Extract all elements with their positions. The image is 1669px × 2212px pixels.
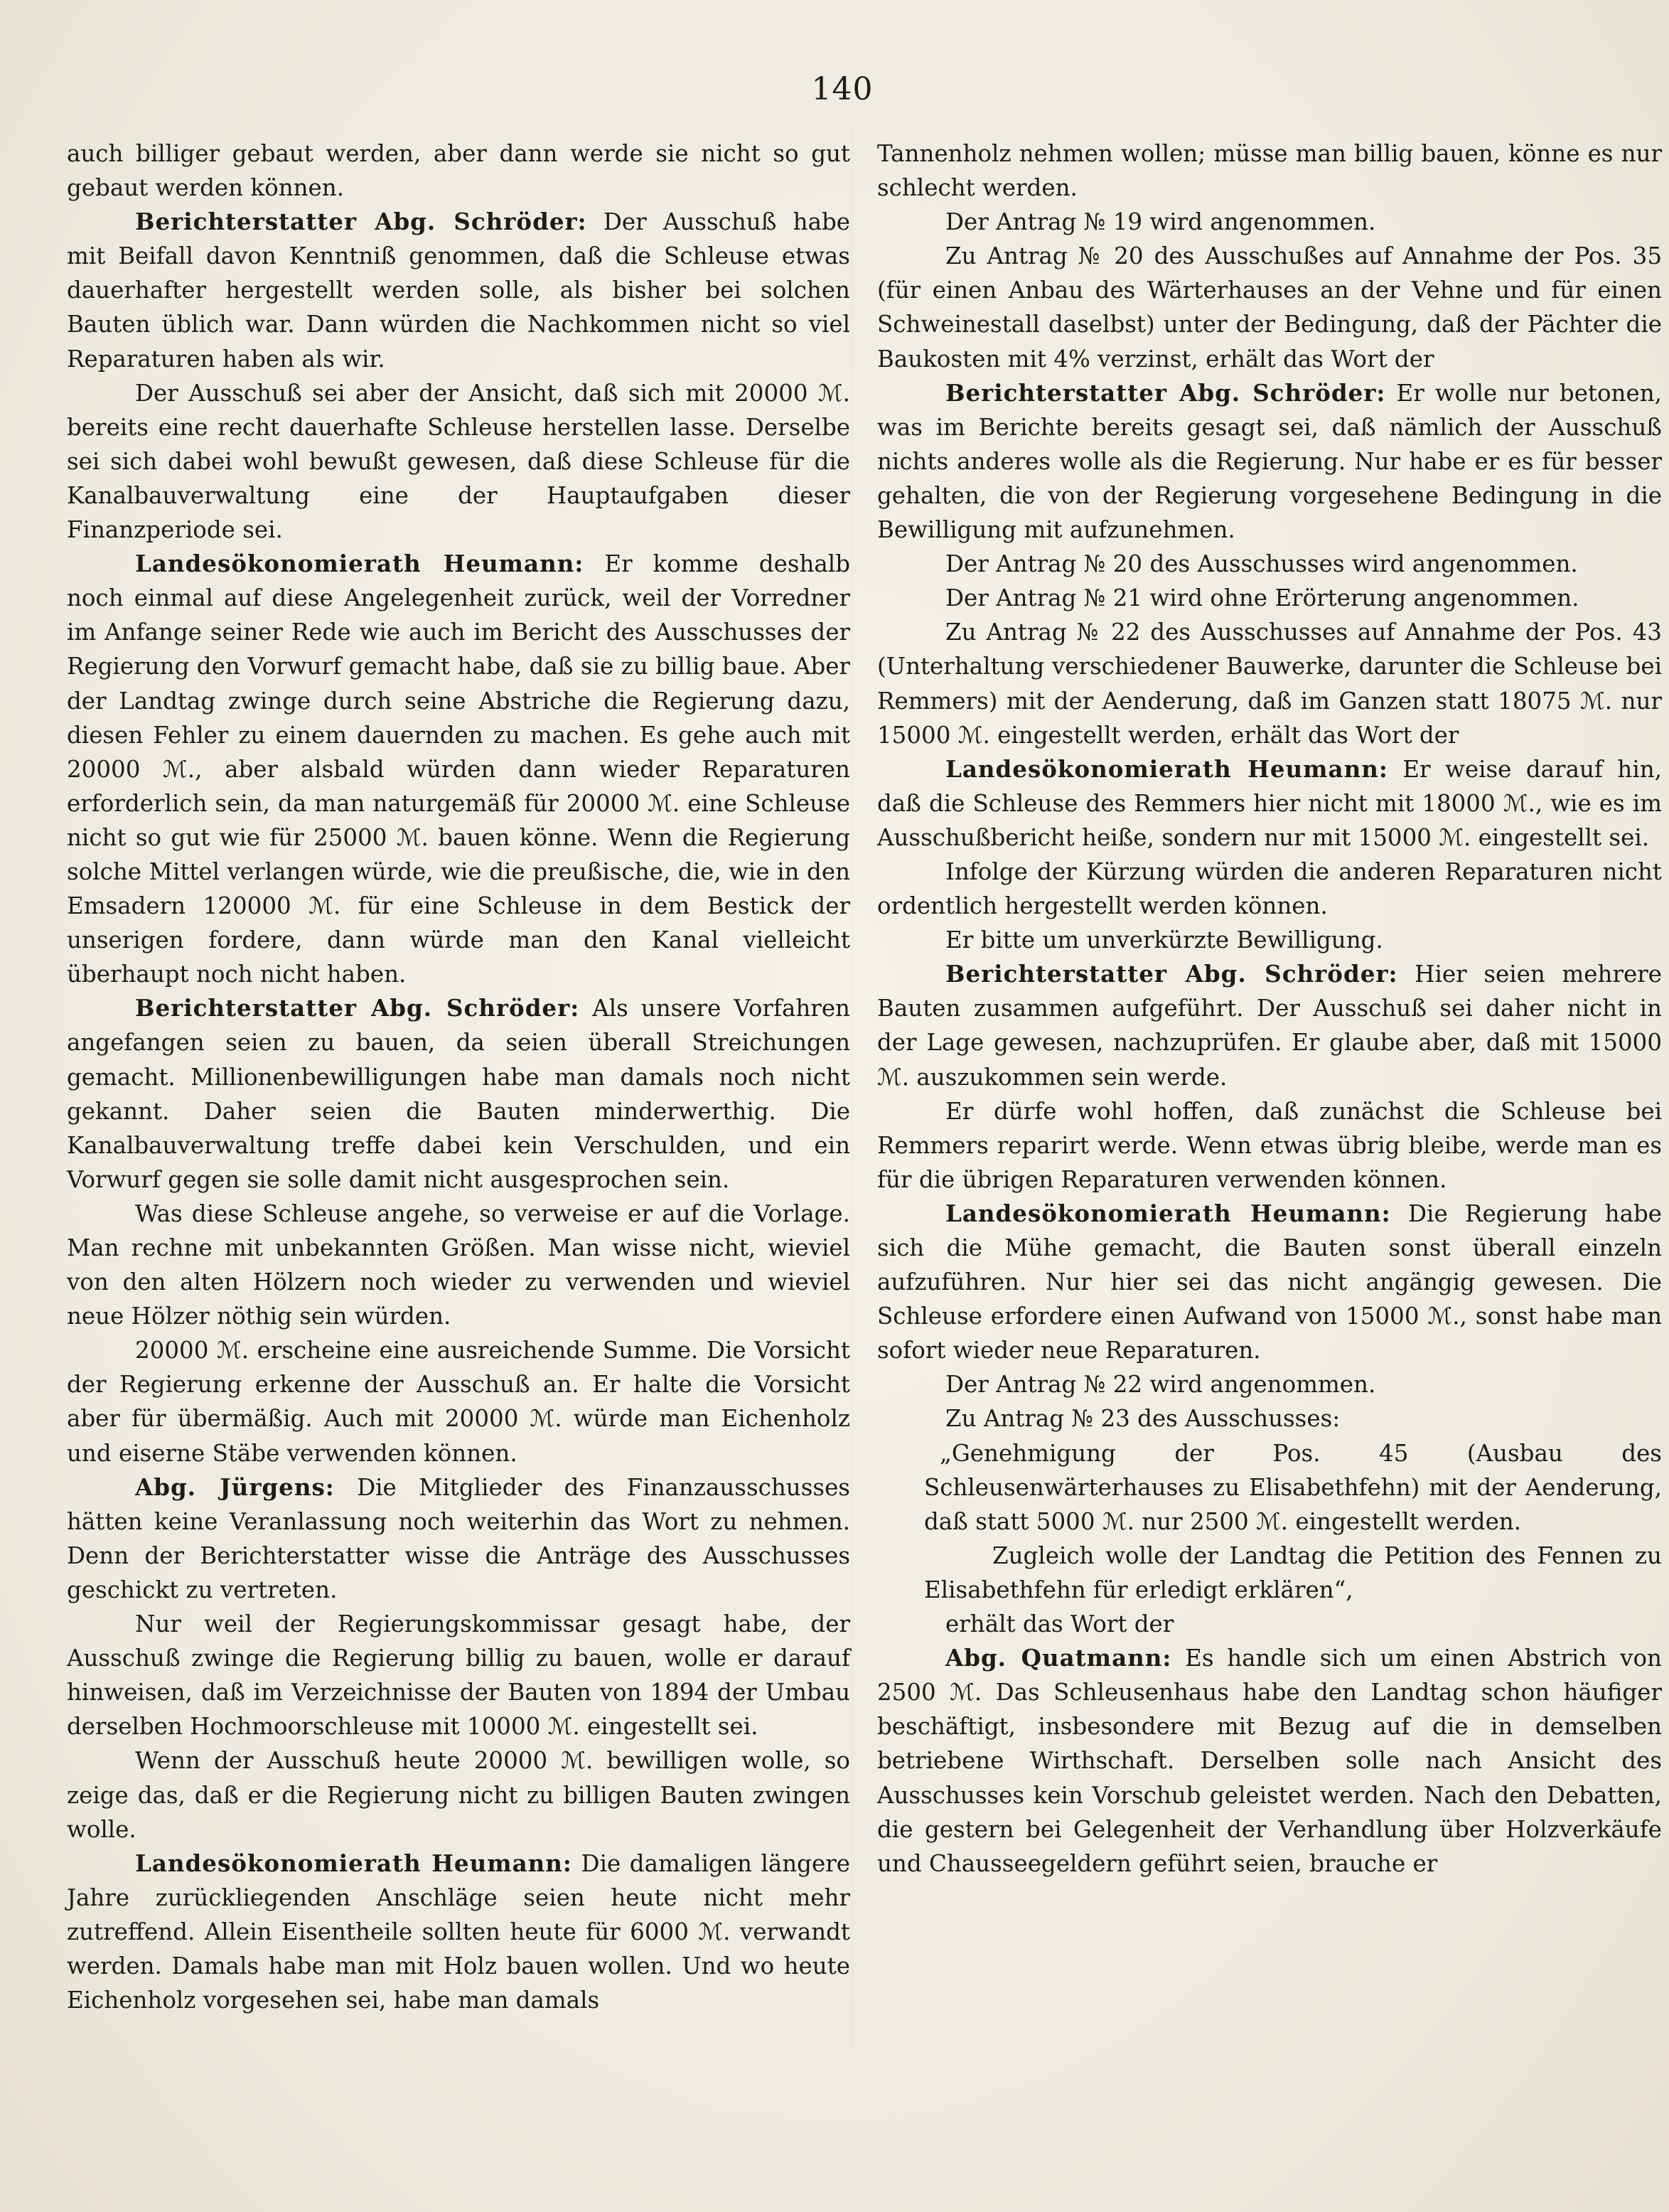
paragraph [877,547,1662,581]
paragraph-text: Es handle sich um einen Abstrich von 2500 ℳ. Das Schleusenhaus habe den Landtag schon häufiger beschäftigt, insbesondere mit Bezug auf die in demselben betriebene Wirthschaft. Derselben solle nach Ansicht des Ausschusses kein Vorschub geleistet werden. Nach den Debatten, die gestern bei Gelegenheit der Verhandlung über Holzverkäufe und Chausseegeldern geführt seien, brauche er [877,1645,1662,1877]
paragraph-text: Er wolle nur betonen, was im Berichte bereits gesagt sei, daß nämlich der Ausschuß nichts anderes wolle als die Regierung. Nur habe er es für besser gehalten, die von der Regierung vorgesehene Bedingung in die Bewilligung mit aufzunehmen. [877,379,1662,544]
speaker-name: Berichterstatter Abg. Schröder: [945,960,1398,988]
paragraph-text: Nur weil der Regierungskommissar gesagt habe, der Ausschuß zwinge die Regierung billig zu bauen, wolle er darauf hinweisen, daß im Verzeichnisse der Bauten von 1894 der Umbau derselben Hochmoorschleuse mit 10000 ℳ. eingestellt sei. [67,1610,850,1741]
paragraph [877,1367,1662,1401]
paragraph-text: Die Regierung habe sich die Mühe gemacht, die Bauten sonst überall einzeln aufzuführen. Nur hier sei das nicht angängig gewesen. Die Schleuse erfordere einen Aufwand von 15000 ℳ., sonst habe man sofort wieder neue Reparaturen. [877,1199,1662,1364]
paragraph [67,1743,850,1846]
paragraph [67,137,850,205]
paragraph-text: Der Ausschuß habe mit Beifall davon Kenntniß genommen, daß die Schleuse etwas dauerhafter hergestellt werden solle, als bisher bei solchen Bauten üblich war. Dann würden die Nachkommen nicht so viel Reparaturen haben als wir. [67,208,850,373]
paragraph [67,1197,850,1333]
paragraph-text: Infolge der Kürzung würden die anderen Reparaturen nicht ordentlich hergestellt werden können. [877,857,1662,920]
paragraph-text: Er komme deshalb noch einmal auf diese Angelegenheit zurück, weil der Vorredner im Anfange seiner Rede wie auch im Bericht des Ausschusses der Regierung den Vorwurf gemacht habe, daß sie zu billig baue. Aber der Landtag zwinge durch seine Abstriche die Regierung dazu, diesen Fehler zu einem dauernden zu machen. Es gehe auch mit 20000 ℳ., aber alsbald würden dann wieder Reparaturen erforderlich sein, da man naturgemäß für 20000 ℳ. eine Schleuse nicht so gut wie für 25000 ℳ. bauen könne. Wenn die Regierung solche Mittel verlangen würde, wie die preußische, die, wie in den Emsadern 120000 ℳ. für eine Schleuse in dem Bestick der unserigen fordere, dann würde man den Kanal vielleicht überhaupt noch nicht haben. [67,550,850,988]
speaker-name: Berichterstatter Abg. Schröder: [135,994,580,1022]
paragraph-text: Zugleich wolle der Landtag die Petition des Fennen zu Elisabethfehn für erledigt erklären“, [924,1542,1662,1603]
speaker-name: Landesökonomierath Heumann: [945,1199,1391,1227]
paragraph [67,547,850,991]
paragraph-text: Der Antrag № 19 wird angenommen. [945,208,1376,236]
paragraph-text: Der Antrag № 21 wird ohne Erörterung angenommen. [945,584,1579,612]
paragraph-text: Was diese Schleuse angehe, so verweise er auf die Vorlage. Man rechne mit unbekannten Größen. Man wisse nicht, wieviel von den alten Hölzern noch wieder zu verwenden und wieviel neue Hölzer nöthig sein würden. [67,1199,850,1330]
paragraph [877,615,1662,752]
paragraph-text: Der Antrag № 20 des Ausschusses wird angenommen. [945,550,1578,578]
paragraph [877,855,1662,923]
column-gutter [850,128,854,2048]
paragraph [877,581,1662,615]
speaker-name: Landesökonomierath Heumann: [945,754,1388,783]
paragraph-text: „Genehmigung der Pos. 45 (Ausbau des Schleusenwärterhauses zu Elisabethfehn) mit der Aenderung, daß statt 5000 ℳ. nur 2500 ℳ. eingestellt werden. [924,1439,1662,1535]
paragraph-text: Die Mitglieder des Finanzausschusses hätten keine Veranlassung noch weiterhin das Wort zu nehmen. Denn der Berichterstatter wisse die Anträge des Ausschusses geschickt zu vertreten. [67,1473,850,1603]
paragraph [67,1847,850,2017]
paragraph-text: Er bitte um unverkürzte Bewilligung. [945,926,1383,954]
paragraph [67,1333,850,1470]
speaker-name: Berichterstatter Abg. Schröder: [135,208,587,236]
paragraph-text: Zu Antrag № 20 des Ausschußes auf Annahme der Pos. 35 (für einen Anbau des Wärterhauses an der Vehne und für einen Schweinestall daselbst) unter der Bedingung, daß der Pächter die Baukosten mit 4% verzinst, erhält das Wort der [877,242,1662,373]
paragraph-text: Die damaligen längere Jahre zurückliegenden Anschläge seien heute nicht mehr zutreffend. Allein Eisentheile sollten heute für 6000 ℳ. verwandt werden. Damals habe man mit Holz bauen wollen. Und wo heute Eichenholz vorgesehen sei, habe man damals [67,1849,850,2014]
paragraph [67,1607,850,1743]
paragraph [924,1539,1662,1607]
paragraph [67,1470,850,1607]
paragraph-text: Er weise darauf hin, daß die Schleuse des Remmers hier nicht mit 18000 ℳ., wie es im Ausschußbericht heiße, sondern nur mit 15000 ℳ. eingestellt sei. [877,755,1662,851]
paragraph-text: Zu Antrag № 23 des Ausschusses: [945,1405,1341,1433]
paragraph-text: Hier seien mehrere Bauten zusammen aufgeführt. Der Ausschuß sei daher nicht in der Lage gewesen, nachzuprüfen. Er glaube aber, daß mit 15000 ℳ. auszukommen sein werde. [877,961,1662,1091]
paragraph [877,1401,1662,1436]
left-column [67,137,850,2017]
paragraph [67,376,850,547]
paragraph [924,1436,1662,1539]
paragraph [877,1197,1662,1367]
paragraph [877,376,1662,547]
paragraph [877,1641,1662,1881]
paragraph-text: Als unsere Vorfahren angefangen seien zu bauen, da seien überall Streichungen gemacht. Millionenbewilligungen habe man damals noch nicht gekannt. Daher seien die Bauten minderwerthig. Die Kanalbauverwaltung treffe dabei kein Verschulden, und ein Vorwurf gegen sie solle damit nicht ausgesprochen sein. [67,995,850,1193]
paragraph-text: Der Antrag № 22 wird angenommen. [945,1371,1376,1399]
speaker-name: Abg. Jürgens: [135,1473,335,1501]
paragraph [877,239,1662,375]
paragraph-text: Der Ausschuß sei aber der Ansicht, daß sich mit 20000 ℳ. bereits eine recht dauerhafte Schleuse herstellen lasse. Derselbe sei sich dabei wohl bewußt gewesen, daß diese Schleuse für die Kanalbauverwaltung eine der Hauptaufgaben dieser Finanzperiode sei. [67,379,850,544]
paragraph [877,137,1662,205]
paragraph [877,1094,1662,1197]
paragraph [877,752,1662,855]
paragraph [877,957,1662,1094]
paragraph [877,923,1662,957]
paragraph [877,1607,1662,1641]
right-column [877,137,1662,1881]
paragraph [67,991,850,1197]
paragraph-text: Zu Antrag № 22 des Ausschusses auf Annahme der Pos. 43 (Unterhaltung verschiedener Bauwerke, darunter die Schleuse bei Remmers) mit der Aenderung, daß im Ganzen statt 18075 ℳ. nur 15000 ℳ. eingestellt werden, erhält das Wort der [877,619,1662,749]
page-number: 140 [811,71,874,107]
paragraph-text: Er dürfe wohl hoffen, daß zunächst die Schleuse bei Remmers reparirt werde. Wenn etwas übrig bleibe, werde man es für die übrigen Reparaturen verwenden können. [877,1097,1662,1193]
paragraph-text: Tannenholz nehmen wollen; müsse man billig bauen, könne es nur schlecht werden. [877,140,1662,202]
paragraph [67,205,850,375]
speaker-name: Landesökonomierath Heumann: [135,550,584,578]
paragraph-text: erhält das Wort der [945,1610,1174,1638]
speaker-name: Berichterstatter Abg. Schröder: [945,378,1386,407]
paragraph-text: Wenn der Ausschuß heute 20000 ℳ. bewilligen wolle, so zeige das, daß er die Regierung nicht zu billigen Bauten zwingen wolle. [67,1747,850,1843]
paragraph-text: auch billiger gebaut werden, aber dann werde sie nicht so gut gebaut werden können. [67,140,850,202]
paragraph-text: 20000 ℳ. erscheine eine ausreichende Summe. Die Vorsicht der Regierung erkenne der Ausschuß an. Er halte die Vorsicht aber für übermäßig. Auch mit 20000 ℳ. würde man Eichenholz und eiserne Stäbe verwenden können. [67,1337,850,1467]
speaker-name: Abg. Quatmann: [945,1644,1172,1672]
speaker-name: Landesökonomierath Heumann: [135,1849,572,1877]
paragraph [877,205,1662,239]
